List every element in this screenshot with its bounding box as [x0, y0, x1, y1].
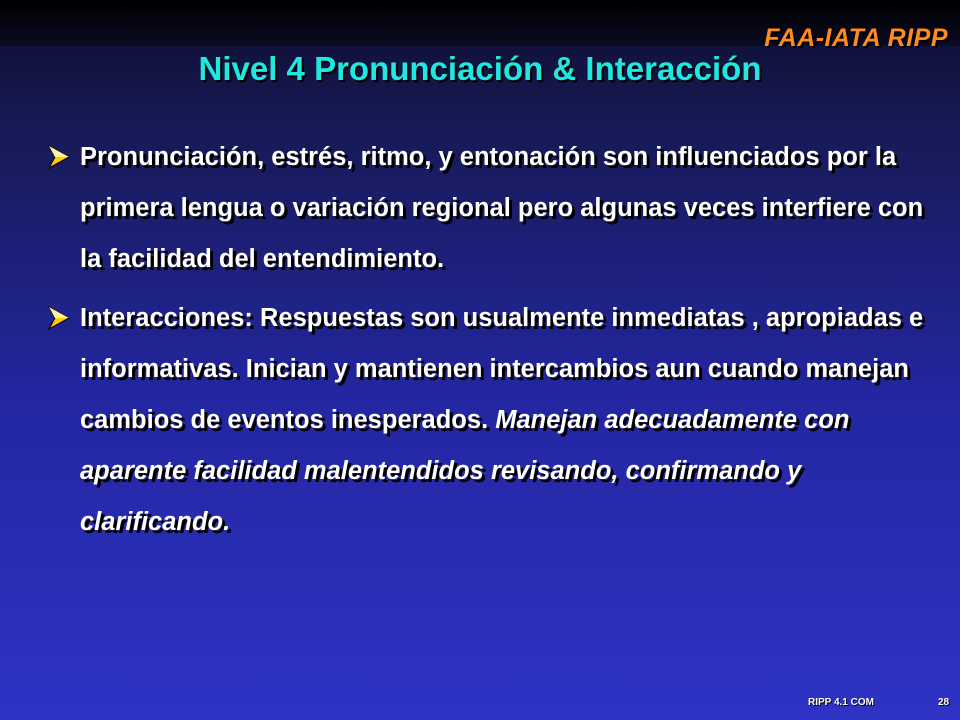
page-number: 28 [938, 697, 950, 708]
arrowhead-bullet-icon [46, 305, 72, 331]
arrowhead-bullet-icon [46, 144, 72, 170]
bullet-item [44, 293, 924, 548]
bullet-text: Pronunciación, estrés, ritmo, y entonación son influenciados por la primera lengua o variación regional pero algunas veces interfiere con la facilidad del entendimiento. [80, 143, 924, 273]
footer-label: RIPP 4.1 COM [808, 697, 874, 708]
bullet-item [44, 132, 924, 285]
bullet-list [44, 132, 924, 548]
brand-label: FAA-IATA RIPP [764, 24, 948, 52]
bullet-text: Interacciones: Respuestas son usualmente inmediatas , apropiadas e informativas. Inician y mantienen intercambios aun cuando manejan cambios de eventos inesperados. [80, 304, 924, 434]
bullet-italic-text: Manejan adecuadamente con aparente facilidad malentendidos revisando, confirmando y clarificando. [80, 406, 850, 536]
slide-title: Nivel 4 Pronunciación & Interacción [198, 50, 762, 87]
